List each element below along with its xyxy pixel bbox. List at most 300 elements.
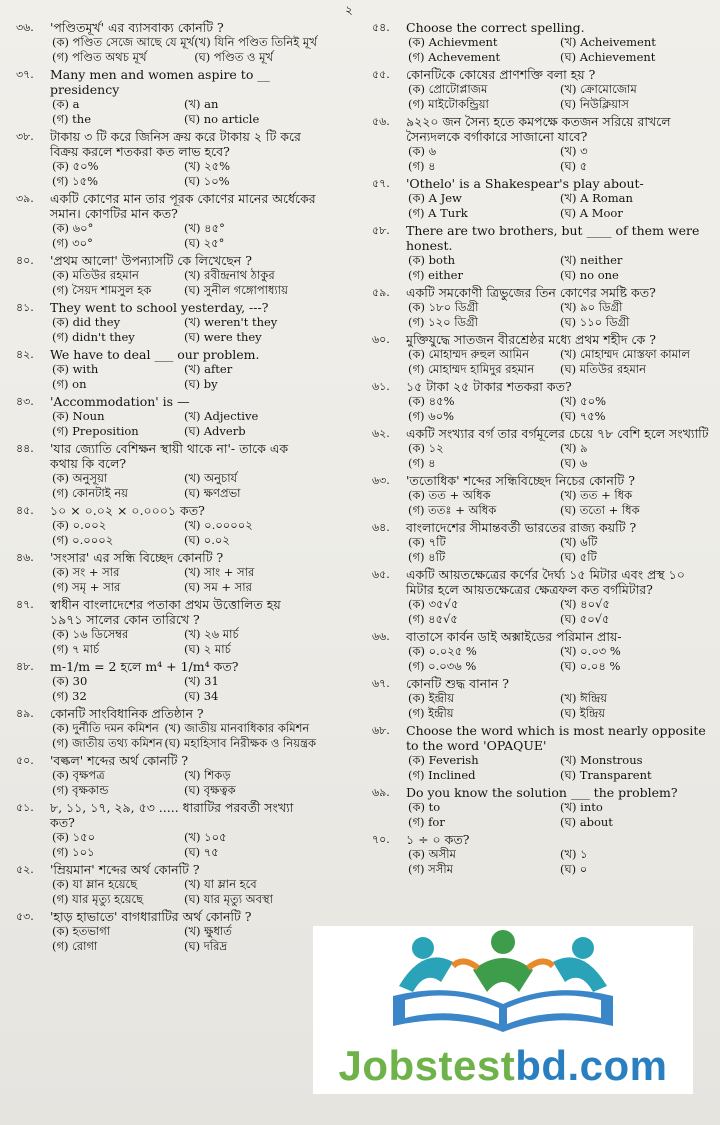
answer-option: (খ) সাং + সার: [184, 565, 255, 579]
answer-option: (ঘ) পণ্ডিত ও মূর্খ: [194, 50, 274, 64]
question-text: একটি সংখ্যার বর্গ তার বর্গমূলের চেয়ে ৭৮ বেশি হলে সংখ্যাটি: [406, 426, 709, 441]
answer-options: [52, 721, 316, 751]
question-number: ৪৩.: [16, 395, 34, 408]
question-number: ৩৭.: [16, 68, 34, 81]
question-number: ৪১.: [16, 301, 34, 314]
question-number: ৪২.: [16, 348, 34, 361]
answer-option: (ঘ) ক্ষণপ্রভা: [184, 486, 241, 500]
question-item: [372, 332, 712, 377]
answer-option: (গ) ইন্দ্রীয়: [408, 706, 454, 720]
question-text: কোনটি সাংবিধানিক প্রতিষ্ঠান ?: [50, 706, 204, 721]
answer-option: (খ) শিকড়: [184, 768, 231, 782]
answer-option: (গ) the: [52, 112, 91, 126]
answer-option: (খ) into: [560, 800, 603, 814]
answer-option: (খ) A Roman: [560, 191, 633, 205]
question-text: 'হাড় হাভাতে' বাগধারাটির অর্থ কোনটি ?: [50, 909, 252, 924]
answer-option: (ক) ৪৫%: [408, 394, 455, 408]
answer-option: (ঘ) A Moor: [560, 206, 623, 220]
answer-option: (খ) যিনি পণ্ডিত তিনিই মূর্খ: [194, 35, 317, 49]
answer-option: (ঘ) ৫টি: [560, 550, 597, 564]
answer-option: (গ) ১৫%: [52, 174, 99, 188]
question-item: [16, 67, 316, 127]
question-number: ৫০.: [16, 754, 34, 767]
brand-accent-text: bd.com: [515, 1042, 668, 1089]
answer-options: [408, 253, 712, 283]
answer-option: (গ) ৪৫√৫: [408, 612, 458, 626]
answer-option: (গ) ০.০৩৬ %: [408, 659, 477, 673]
answer-option: (ঘ) ৫: [560, 159, 588, 173]
answer-option: (ক) হতভাগা: [52, 924, 111, 938]
answer-option: (ঘ) ০.০৪ %: [560, 659, 621, 673]
question-head: [16, 394, 316, 409]
answer-option: (খ) ৩: [560, 144, 588, 158]
question-item: [16, 659, 316, 704]
question-number: ৬৫.: [372, 568, 390, 581]
answer-options: [408, 753, 712, 783]
question-item: [372, 20, 712, 65]
answer-options: [52, 362, 316, 392]
question-head: [16, 253, 316, 268]
question-head: [16, 129, 316, 159]
question-text: 'ম্রিয়মান' শব্দের অর্থ কোনটি ?: [50, 862, 200, 877]
answer-option: (গ) A Turk: [408, 206, 468, 220]
question-head: [16, 659, 316, 674]
answer-option: (ঘ) মহাহিসাব নিরীক্ষক ও নিয়ন্ত্রক: [164, 736, 316, 750]
question-head: [16, 862, 316, 877]
answer-option: (খ) ২৬ মার্চ: [184, 627, 239, 641]
question-text: There are two brothers, but ____ of them were honest.: [406, 223, 700, 253]
answer-option: (ক) মোহাম্মদ রুহুল আমিন: [408, 347, 530, 361]
answer-option: (ক) ইন্দ্রীয়: [408, 691, 455, 705]
question-item: [372, 723, 712, 783]
answer-option: (গ) সসীম: [408, 862, 454, 876]
answer-option: (গ) জাতীয় তথ্য কমিশন: [52, 736, 163, 750]
answer-option: (ঘ) Adverb: [184, 424, 246, 438]
question-text: একটি আয়তক্ষেত্রের কর্ণের দৈর্ঘ্য ১৫ মিটার এবং প্রস্থ ১০ মিটার হলে আয়তক্ষেত্রের ক্ষেত্রফল কত বর্গমিটার?: [406, 567, 685, 597]
people-book-logo-icon: [313, 926, 693, 1046]
question-item: [372, 785, 712, 830]
answer-option: (গ) মোহাম্মদ হামিদুর রহমান: [408, 362, 535, 376]
question-item: [16, 441, 316, 501]
question-number: ৭০.: [372, 833, 390, 846]
answer-option: (ক) with: [52, 362, 99, 376]
question-item: [372, 379, 712, 424]
question-text: একটি কোণের মান তার পূরক কোণের মানের অর্ধেকের সমান। কোণটির মান কত?: [50, 191, 316, 221]
answer-option: (ক) Feverish: [408, 753, 479, 767]
question-text: They went to school yesterday, ---?: [50, 300, 269, 315]
answer-options: [408, 644, 712, 674]
answer-option: (ক) Achievment: [408, 35, 498, 49]
answer-option: (ক) মতিউর রহমান: [52, 268, 139, 282]
answer-option: (ঘ) যার মৃত্যু অবস্থা: [184, 892, 273, 906]
question-item: [372, 832, 712, 877]
answer-option: (খ) ৪০√৫: [560, 597, 610, 611]
answer-option: (ঘ) 34: [184, 689, 219, 703]
answer-option: (গ) কোনটাই নয়: [52, 486, 128, 500]
question-head: [372, 676, 712, 691]
question-text: m-1/m = 2 হলে m⁴ + 1/m⁴ কত?: [50, 659, 239, 674]
answer-option: (গ) on: [52, 377, 87, 391]
answer-option: (ঘ) ৫০√৫: [560, 612, 610, 626]
answer-option: (গ) ১০১: [52, 845, 95, 859]
question-number: ৫৬.: [372, 115, 390, 128]
answer-option: (খ) Adjective: [184, 409, 259, 423]
answer-option: (গ) সমৃ + সার: [52, 580, 121, 594]
answer-option: (খ) জাতীয় মানবাধিকার কমিশন: [164, 721, 310, 735]
question-number: ৪০.: [16, 254, 34, 267]
question-head: [372, 379, 712, 394]
answer-option: (খ) মোহাম্মদ মোস্তফা কামাল: [560, 347, 690, 361]
answer-option: (খ) Monstrous: [560, 753, 643, 767]
question-head: [372, 723, 712, 753]
question-number: ৬০.: [372, 333, 390, 346]
answer-option: (খ) ০.০০০০২: [184, 518, 253, 532]
answer-option: (খ) যা ম্লান হবে: [184, 877, 257, 891]
question-text: ৮, ১১, ১৭, ২৯, ৫৩ ..... ধারাটির পরবর্তী সংখ্যা কত?: [50, 800, 294, 830]
question-item: [16, 597, 316, 657]
answer-option: (ঘ) ০.০২: [184, 533, 230, 547]
answer-options: [52, 409, 316, 439]
answer-options: [52, 674, 316, 704]
question-head: [16, 597, 316, 627]
question-head: [16, 67, 316, 97]
question-text: 'পণ্ডিতমূর্খ' এর ব্যাসবাক্য কোনটি ?: [50, 20, 224, 35]
answer-option: (ঘ) মতিউর রহমান: [560, 362, 646, 376]
question-item: [372, 223, 712, 283]
question-item: [16, 753, 316, 798]
question-number: ৫৭.: [372, 177, 390, 190]
answer-option: (ঘ) no article: [184, 112, 260, 126]
answer-option: (গ) ৬০%: [408, 409, 455, 423]
question-text: 'বল্কল' শব্দের অর্থ কোনটি ?: [50, 753, 189, 768]
question-item: [16, 800, 316, 860]
answer-options: [52, 877, 316, 907]
answer-option: (গ) 32: [52, 689, 87, 703]
page-number: ২: [345, 3, 353, 17]
question-head: [372, 20, 712, 35]
question-number: ৬৭.: [372, 677, 390, 690]
question-number: ৬৪.: [372, 521, 390, 534]
answer-option: (খ) after: [184, 362, 233, 376]
answer-option: (ঘ) by: [184, 377, 218, 391]
answer-option: (ক) ৬: [408, 144, 437, 158]
question-item: [16, 347, 316, 392]
question-item: [372, 114, 712, 174]
answer-option: (খ) weren't they: [184, 315, 278, 329]
question-text: We have to deal ___ our problem.: [50, 347, 260, 362]
answer-option: (খ) neither: [560, 253, 623, 267]
question-item: [372, 176, 712, 221]
question-text: Choose the correct spelling.: [406, 20, 585, 35]
question-head: [372, 832, 712, 847]
answer-option: (ঘ) ৬: [560, 456, 588, 470]
answer-option: (খ) ১০৫: [184, 830, 227, 844]
question-item: [372, 426, 712, 471]
question-head: [372, 426, 712, 441]
question-number: ৫২.: [16, 863, 34, 876]
answer-option: (গ) Achevement: [408, 50, 501, 64]
answer-option: (ঘ) ১০%: [184, 174, 230, 188]
answer-option: (খ) ৫০%: [560, 394, 607, 408]
question-text: 'Othelo' is a Shakespear's play about-: [406, 176, 644, 191]
question-text: কোনটি শুদ্ধ বানান ?: [406, 676, 509, 691]
question-item: [372, 67, 712, 112]
answer-options: [408, 300, 712, 330]
question-number: ৪৮.: [16, 660, 34, 673]
answer-option: (ঘ) Transparent: [560, 768, 652, 782]
answer-option: (খ) তত + ধিক: [560, 488, 633, 502]
question-item: [372, 629, 712, 674]
question-item: [16, 191, 316, 251]
answer-option: (খ) ৯০ ডিগ্রী: [560, 300, 623, 314]
answer-option: (গ) যার মৃত্যু হয়েছে: [52, 892, 144, 906]
question-text: বাতাসে কার্বন ডাই অক্সাইডের পরিমান প্রায়-: [406, 629, 622, 644]
answer-option: (গ) Inclined: [408, 768, 476, 782]
answer-option: (খ) 31: [184, 674, 219, 688]
answer-option: (খ) ঈন্দ্রিয়: [560, 691, 608, 705]
answer-option: (ক) ৬০°: [52, 221, 94, 235]
question-number: ৪৪.: [16, 442, 34, 455]
question-text: 'যার জ্যোতি বেশিক্ষন স্থায়ী থাকে না'- তাকে এক কথায় কি বলে?: [50, 441, 289, 471]
answer-option: (ক) তত + অধিক: [408, 488, 491, 502]
question-item: [372, 567, 712, 627]
answer-option: (গ) ১২০ ডিগ্রী: [408, 315, 478, 329]
answer-options: [408, 144, 712, 174]
question-number: ৫৮.: [372, 224, 390, 237]
answer-option: (ক) প্রোটোপ্লাজম: [408, 82, 488, 96]
question-head: [372, 520, 712, 535]
answer-option: (খ) ০.০৩ %: [560, 644, 621, 658]
answer-option: (ঘ) ৭৫%: [560, 409, 606, 423]
answer-options: [52, 315, 316, 345]
site-logo-watermark: [313, 926, 693, 1094]
question-number: ৪৫.: [16, 504, 34, 517]
answer-option: (ঘ) ততো + ধিক: [560, 503, 640, 517]
question-item: [16, 253, 316, 298]
question-number: ৬১.: [372, 380, 390, 393]
left-question-column: [16, 20, 316, 956]
answer-option: (খ) ৬টি: [560, 535, 598, 549]
question-head: [16, 753, 316, 768]
answer-option: (গ) for: [408, 815, 445, 829]
answer-option: (ক) ৩৫√৫: [408, 597, 459, 611]
answer-option: (ক) ০.০০২: [52, 518, 107, 532]
answer-option: (গ) ৩০°: [52, 236, 93, 250]
answer-option: (ঘ) ইন্দ্রিয়: [560, 706, 606, 720]
question-item: [16, 129, 316, 189]
question-item: [16, 20, 316, 65]
answer-options: [408, 597, 712, 627]
answer-option: (ঘ) সুনীল গঙ্গোপাধ্যায়: [184, 283, 288, 297]
question-text: ৯২২০ জন সৈন্য হতে কমপক্ষে কতজন সরিয়ে রাখলে সৈন্যদলকে বর্গাকারে সাজানো যাবে?: [406, 114, 671, 144]
answer-option: (ক) Noun: [52, 409, 105, 423]
brand-name: [317, 1042, 689, 1090]
question-text: Do you know the solution ___ the problem?: [406, 785, 678, 800]
question-head: [372, 785, 712, 800]
answer-options: [408, 488, 712, 518]
question-number: ৫৫.: [372, 68, 390, 81]
question-head: [16, 706, 316, 721]
answer-option: (ঘ) সম + সার: [184, 580, 252, 594]
answer-option: (ক) ১৮০ ডিগ্রী: [408, 300, 479, 314]
answer-option: (গ) মাইটোকন্ড্রিয়া: [408, 97, 489, 111]
answer-option: (ক) a: [52, 97, 80, 111]
answer-options: [52, 221, 316, 251]
question-text: কোনটিকে কোষের প্রাণশক্তি বলা হয় ?: [406, 67, 596, 82]
answer-option: (ক) অসীম: [408, 847, 456, 861]
answer-options: [52, 471, 316, 501]
question-head: [16, 503, 316, 518]
answer-option: (ঘ) ১১০ ডিগ্রী: [560, 315, 630, 329]
question-text: স্বাধীন বাংলাদেশের পতাকা প্রথম উত্তোলিত হয় ১৯৭১ সালের কোন তারিখে ?: [50, 597, 281, 627]
answer-options: [408, 347, 712, 377]
question-number: ৬২.: [372, 427, 390, 440]
answer-option: (গ) সৈয়দ শামসুল হক: [52, 283, 152, 297]
answer-option: (ক) যা ম্লান হয়েছে: [52, 877, 138, 891]
answer-option: (খ) ক্রোমোজোম: [560, 82, 637, 96]
answer-option: (ক) ১৬ ডিসেম্বর: [52, 627, 129, 641]
question-number: ৩৯.: [16, 192, 34, 205]
answer-option: (গ) ৭ মার্চ: [52, 642, 100, 656]
answer-option: (ক) অনুসূয়া: [52, 471, 108, 485]
question-head: [16, 191, 316, 221]
question-item: [372, 520, 712, 565]
question-text: 'Accommodation' is —: [50, 394, 190, 409]
question-head: [372, 114, 712, 144]
answer-options: [52, 768, 316, 798]
answer-option: (ঘ) ০: [560, 862, 588, 876]
question-number: ৪৯.: [16, 707, 34, 720]
answer-option: (ঘ) about: [560, 815, 613, 829]
answer-option: (ক) to: [408, 800, 441, 814]
answer-options: [52, 97, 316, 127]
question-item: [16, 300, 316, 345]
answer-option: (গ) ৪: [408, 456, 436, 470]
question-head: [372, 285, 712, 300]
answer-option: (গ) didn't they: [52, 330, 135, 344]
answer-options: [52, 627, 316, 657]
answer-option: (গ) ০.০০০২: [52, 533, 114, 547]
answer-options: [408, 394, 712, 424]
answer-options: [408, 82, 712, 112]
question-number: ৬৬.: [372, 630, 390, 643]
answer-option: (ক) ১৫০: [52, 830, 96, 844]
answer-option: (ক) ০.০২৫ %: [408, 644, 477, 658]
question-text: 'ততোধিক' শব্দের সন্ধিবিচ্ছেদ নিচের কোনটি ?: [406, 473, 635, 488]
question-item: [16, 503, 316, 548]
question-head: [16, 909, 316, 924]
question-text: 'সংসার' এর সন্ধি বিচ্ছেদ কোনটি ?: [50, 550, 224, 565]
question-number: ৪৭.: [16, 598, 34, 611]
question-number: ৫৩.: [16, 910, 34, 923]
answer-options: [408, 191, 712, 221]
question-number: ৫৯.: [372, 286, 390, 299]
question-head: [16, 300, 316, 315]
answer-option: (ক) ৫০%: [52, 159, 99, 173]
question-head: [16, 800, 316, 830]
answer-option: (গ) Preposition: [52, 424, 139, 438]
question-text: Many men and women aspire to __ presidency: [50, 67, 270, 97]
question-head: [372, 473, 712, 488]
question-item: [372, 473, 712, 518]
question-item: [16, 706, 316, 751]
answer-options: [408, 847, 712, 877]
question-text: বাংলাদেশের সীমান্তবর্তী ভারতের রাজ্য কয়টি ?: [406, 520, 637, 535]
question-text: ১ ÷ ০ কত?: [406, 832, 470, 847]
answer-option: (গ) বৃক্ষকান্ড: [52, 783, 109, 797]
answer-options: [52, 35, 316, 65]
answer-option: (গ) ৪: [408, 159, 436, 173]
answer-option: (খ) ক্ষুধার্ত: [184, 924, 232, 938]
answer-option: (ঘ) were they: [184, 330, 262, 344]
answer-option: (ক) ১২: [408, 441, 444, 455]
question-number: ৩৬.: [16, 21, 34, 34]
answer-option: (গ) ততঃ + অধিক: [408, 503, 497, 517]
answer-option: (ক) সং + সার: [52, 565, 120, 579]
answer-option: (খ) Acheivement: [560, 35, 656, 49]
right-question-column: [372, 20, 712, 879]
answer-option: (ক) দুর্নীতি দমন কমিশন: [52, 721, 159, 735]
answer-options: [52, 565, 316, 595]
answer-option: (গ) ৪টি: [408, 550, 446, 564]
answer-options: [408, 691, 712, 721]
question-number: ৪৬.: [16, 551, 34, 564]
answer-option: (খ) রবীন্দ্রনাথ ঠাকুর: [184, 268, 275, 282]
question-head: [16, 441, 316, 471]
answer-option: (ঘ) ২৫°: [184, 236, 225, 250]
question-text: Choose the word which is most nearly opposite to the word 'OPAQUE': [406, 723, 706, 753]
answer-option: (ঘ) নিউক্লিয়াস: [560, 97, 629, 111]
answer-option: (ঘ) ২ মার্চ: [184, 642, 231, 656]
question-number: ৬৮.: [372, 724, 390, 737]
question-text: টাকায় ৩ টি করে জিনিস ক্রয় করে টাকায় ২ টি করে বিক্রয় করলে শতকরা কত লাভ হবে?: [50, 129, 301, 159]
answer-option: (গ) either: [408, 268, 463, 282]
question-item: [16, 550, 316, 595]
question-head: [372, 332, 712, 347]
question-number: ৬৩.: [372, 474, 390, 487]
question-number: ৫৪.: [372, 21, 390, 34]
answer-options: [408, 535, 712, 565]
answer-option: (ঘ) দরিদ্র: [184, 939, 228, 953]
brand-main-text: Jobstest: [338, 1042, 516, 1089]
answer-option: (ক) did they: [52, 315, 121, 329]
question-head: [16, 347, 316, 362]
answer-option: (ঘ) Achievement: [560, 50, 656, 64]
answer-option: (ক) A Jew: [408, 191, 462, 205]
answer-options: [52, 518, 316, 548]
question-number: ৩৮.: [16, 130, 34, 143]
question-text: একটি সমকোণী ত্রিভুজের তিন কোণের সমষ্টি কত?: [406, 285, 656, 300]
question-item: [372, 285, 712, 330]
question-head: [372, 223, 712, 253]
question-text: ১৫ টাকা ২৫ টাকার শতকরা কত?: [406, 379, 572, 394]
answer-options: [52, 268, 316, 298]
answer-option: (ক) ৭টি: [408, 535, 446, 549]
question-head: [372, 176, 712, 191]
answer-option: (ক) পণ্ডিত সেজে আছে যে মূর্খ: [52, 35, 195, 49]
answer-option: (খ) an: [184, 97, 219, 111]
answer-options: [52, 924, 316, 954]
question-head: [372, 67, 712, 82]
question-text: ১০ × ০.০২ × ০.০০০১ কত?: [50, 503, 205, 518]
answer-options: [408, 800, 712, 830]
question-item: [16, 862, 316, 907]
answer-option: (খ) ১: [560, 847, 588, 861]
question-item: [16, 909, 316, 954]
answer-option: (খ) ২৫%: [184, 159, 231, 173]
answer-option: (ঘ) বৃক্ষত্বক: [184, 783, 236, 797]
question-text: মুক্তিযুদ্ধে সাতজন বীরশ্রেষ্ঠর মধ্যে প্রথম শহীদ কে ?: [406, 332, 656, 347]
